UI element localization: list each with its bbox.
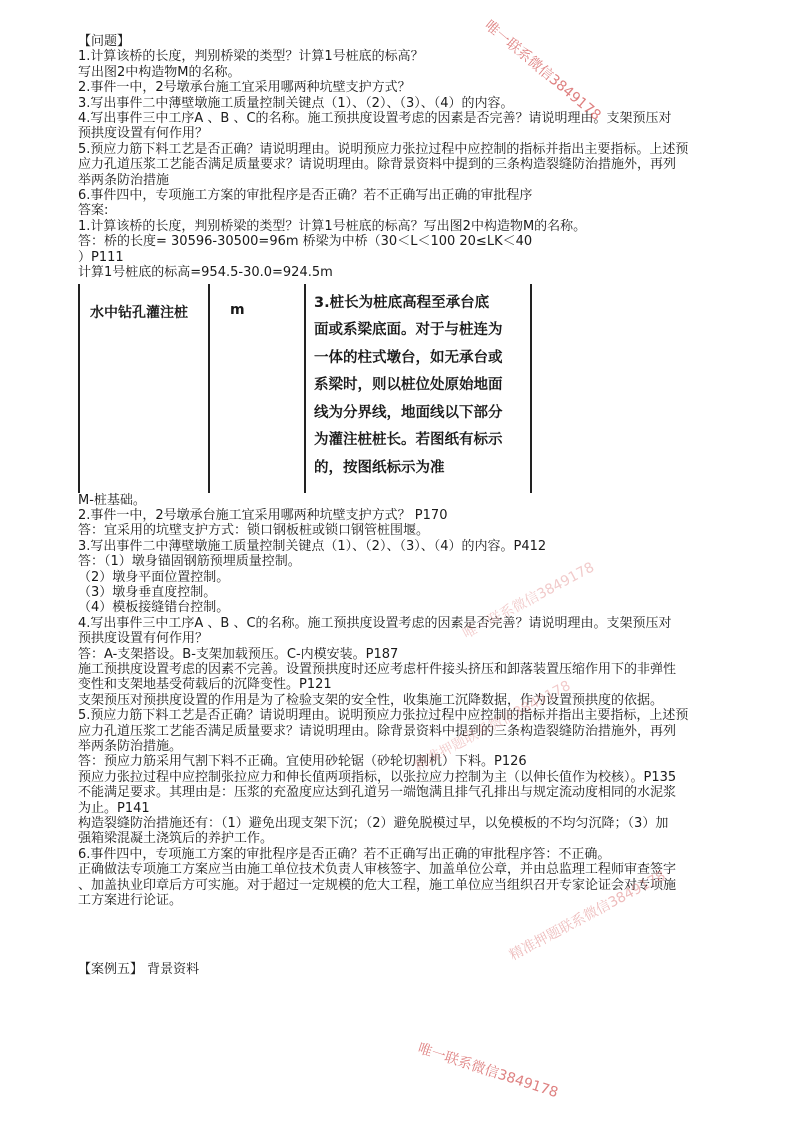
text-line: 预拱度设置有何作用？ <box>78 126 209 142</box>
text-line: 5.预应力筋下料工艺是否正确？请说明理由。说明预应力张拉过程中应控制的指标并指出主要指标。上述预 <box>78 141 689 157</box>
watermark: 唯一联系微信3849178 <box>415 1040 560 1102</box>
text-line: 3.写出事件二中薄壁墩施工质量控制关键点（1）、（2）、（3）、（4）的内容。 <box>78 95 514 111</box>
text-line: 举两条防治措施。 <box>78 739 183 754</box>
table-rule-line: 一体的柱式墩台，如无承台或 <box>314 349 503 366</box>
text-line: 答案: <box>78 203 109 219</box>
text-line: M-桩基础。 <box>78 492 146 508</box>
text-line: 、加盖执业印章后方可实施。对于超过一定规模的危大工程，施工单位应当组织召开专家论证会对专项施 <box>78 877 677 893</box>
table-divider <box>304 284 306 493</box>
watermark: 唯一联系微信3849178 <box>481 17 604 124</box>
text-line: 举两条防治措施 <box>78 172 170 188</box>
text-line: 正确做法专项施工方案应当由施工单位技术负责人审核签字、加盖单位公章，并由总监理工程师审查签字 <box>78 862 677 878</box>
table-rule-line: 面或系梁底面。对于与桩连为 <box>314 322 503 338</box>
text-line: 4.写出事件三中工序A 、B 、C的名称。施工预拱度设置考虑的因素是否完善？请说明理由。支架预压对 <box>78 111 672 127</box>
text-line: 应力孔道压浆工艺能否满足质量要求？请说明理由。除背景资料中提到的三条构造裂缝防治措施外，再列 <box>78 157 677 173</box>
watermark: 唯一联系微信3849178 <box>460 559 598 643</box>
watermark: 精准押题联系微信3849178 <box>411 677 574 774</box>
text-line: 写出图2中构造物M的名称。 <box>78 64 241 80</box>
text-line: 预应力张拉过程中应控制张拉应力和伸长值两项指标，以张拉应力控制为主（以伸长值作为校核）。P135 <box>78 769 677 785</box>
text-line: （2）墩身平面位置控制。 <box>78 569 230 585</box>
text-line: 强箱梁混凝土浇筑后的养护工作。 <box>78 831 274 847</box>
pile-length-table <box>78 284 532 493</box>
text-line: 答：（1）墩身锚固钢筋预埋质量控制。 <box>78 554 301 570</box>
table-rule-line: 3.桩长为桩底高程至承台底 <box>314 294 490 311</box>
text-line: 2.事件一中，2号墩承台施工宜采用哪两种坑壁支护方式？ <box>78 80 411 96</box>
text-line: 1.计算该桥的长度，判别桥梁的类型？计算1号桩底的标高？写出图2中构造物M的名称。 <box>78 218 587 234</box>
text-line: 应力孔道压浆工艺能否满足质量要求？请说明理由。除背景资料中提到的三条构造裂缝防治措施外，再列 <box>78 723 677 739</box>
table-cell-unit: m <box>230 301 245 318</box>
text-line: 构造裂缝防治措施还有：（1）避免出现支架下沉；（2）避免脱模过早，以免模板的不均匀沉降；（3）加 <box>78 816 669 832</box>
document-page <box>78 34 758 978</box>
table-rule-line: 系梁时，则以桩位处原始地面 <box>314 377 503 393</box>
watermark: 精准押题联系微信3849178 <box>506 867 669 964</box>
table-cell-item: 水中钻孔灌注桩 <box>90 304 188 321</box>
text-line: 不能满足要求。其理由是：压浆的充盈度应达到孔道另一端饱满且排气孔排出与规定流动度相同的水泥浆 <box>78 785 677 801</box>
text-line: 6.事件四中，专项施工方案的审批程序是否正确？若不正确写出正确的审批程序 <box>78 188 533 204</box>
text-line: 支架预压对预拱度设置的作用是为了检验支架的安全性，收集施工沉降数据，作为设置预拱度的依据。 <box>78 692 664 708</box>
text-line: 计算1号桩底的标高=954.5-30.0=924.5m <box>78 265 333 281</box>
text-line: 5.预应力筋下料工艺是否正确？请说明理由。说明预应力张拉过程中应控制的指标并指出主要指标，上述预 <box>78 708 689 724</box>
text-line: 答：桥的长度= 30596-30500=96m 桥梁为中桥（30＜L＜100 20≤LK＜40 <box>78 234 533 250</box>
text-line: 3.写出事件二中薄壁墩施工质量控制关键点（1）、（2）、（3）、（4）的内容。P412 <box>78 538 547 554</box>
text-line: ）P111 <box>78 249 124 265</box>
text-line: 变性和支架地基受荷载后的沉降变性。P121 <box>78 677 332 693</box>
text-line: （4）模板接缝错台控制。 <box>78 600 230 616</box>
table-divider <box>208 284 210 493</box>
table-rule-line: 的，按图纸标示为准 <box>314 459 445 476</box>
text-line: 4.写出事件三中工序A 、B 、C的名称。施工预拱度设置考虑的因素是否完善？请说明理由。支架预压对 <box>78 615 672 631</box>
text-line: 预拱度设置有何作用？ <box>78 631 209 647</box>
text-line: 1.计算该桥的长度，判别桥梁的类型？计算1号桩底的标高？ <box>78 49 424 65</box>
text-line: 施工预拱度设置考虑的因素不完善。设置预拱度时还应考虑杆件接头挤压和卸落装置压缩作用下的非弹性 <box>78 661 677 677</box>
text-line: 答：预应力筋采用气割下料不正确。宜使用砂轮锯（砂轮切割机）下料。P126 <box>78 754 527 770</box>
text-line: 为止。P141 <box>78 800 150 816</box>
table-rule-line: 线为分界线，地面线以下部分 <box>314 404 503 421</box>
answer-block <box>78 493 758 909</box>
table-rule-line: 为灌注桩桩长。若图纸有标示 <box>314 432 503 448</box>
question-block <box>78 34 758 281</box>
text-line: 答：A-支架搭设。B-支架加载预压。C-内模安装。P187 <box>78 646 399 662</box>
text-line: 2.事件一中，2号墩承台施工宜采用哪两种坑壁支护方式？ P170 <box>78 507 448 523</box>
text-line: 6.事件四中，专项施工方案的审批程序是否正确？若不正确写出正确的审批程序答：不正确。 <box>78 846 611 862</box>
table-cell-rule <box>314 290 529 483</box>
text-line: （3）墩身垂直度控制。 <box>78 584 217 600</box>
text-line: 答：宜采用的坑壁支护方式：锁口钢板桩或锁口钢管桩围堰。 <box>78 523 430 539</box>
text-line: 【问题】 <box>78 34 131 49</box>
text-line: 工方案进行论证。 <box>78 893 183 909</box>
case-five-heading: 【案例五】 背景资料 <box>78 962 200 978</box>
